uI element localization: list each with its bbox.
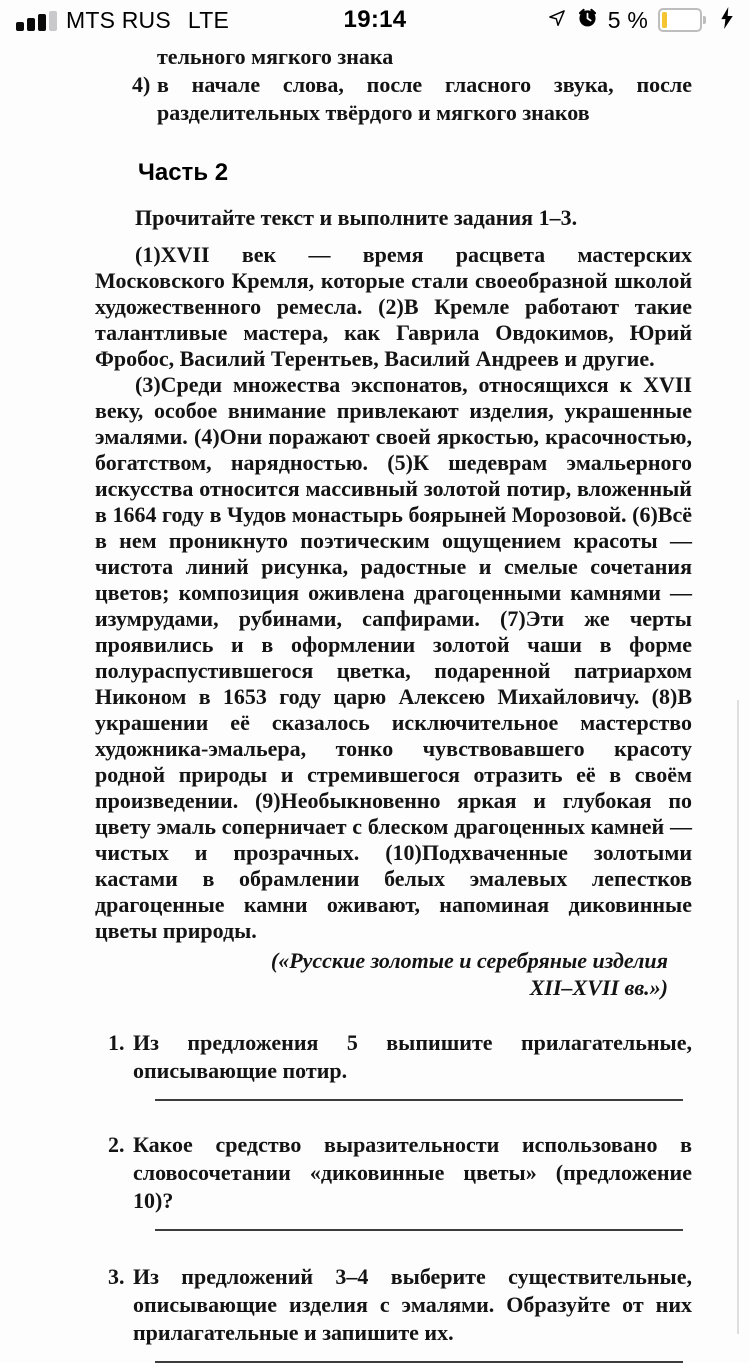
charging-bolt-icon	[720, 7, 734, 34]
status-bar-right	[547, 7, 734, 34]
status-bar-left	[16, 7, 229, 34]
list-item-number: 4)	[132, 72, 151, 97]
textbook-page	[0, 43, 750, 1363]
part-heading: Часть 2	[138, 159, 229, 186]
task-text: Из предложений 3–4 выберите существительные, описывающие изделия с эмалями. Образуйте от них прилагательные и запишите их.	[133, 1264, 692, 1345]
answer-line	[155, 1229, 683, 1231]
clock: 19:14	[343, 6, 407, 33]
task-text: Какое средство выразительности использовано в словосочетании «диковинные цветы» (предложение 10)?	[133, 1132, 692, 1213]
passage-paragraph: (3)Среди множества экспонатов, относящихся к XVII веку, особое внимание привлекают изделия, украшенные эмалями. (4)Они поражают своей яркостью, красочностью, богатством, нарядностью. (5)К шедеврам эмальерного искусства относится массивный золотой потир, вложенный в 1664 году в Чудов монастырь боярыней Морозовой. (6)Всё в нем проникнуто поэтическим ощущением красоты — чистота линий рисунка, радостные и смелые сочетания цветов; композиция оживлена драгоценными камнями — изумрудами, рубинами, сапфирами. (7)Эти же черты проявились и в оформлении золотой чаши в форме полураспустившегося цветка, подаренной патриархом Никоном в 1653 году царю Алексею Михайловичу. (8)В украшении её сказалось исключительное мастерство художника-эмальера, тонко чувствовавшего красоту родной природы и стремившегося отразить её в своём произведении. (9)Необыкновенно яркая и глубокая по цвету эмаль соперничает с блеском драгоценных камней — чистых и прозрачных. (10)Подхваченные золотыми кастами в обрамлении белых эмалевых лепестков драгоценные камни оживают, напоминая диковинные цветы природы.	[95, 372, 692, 943]
passage-source-line: XII–XVII вв.»)	[529, 975, 668, 1000]
network-type-label: LTE	[187, 6, 229, 33]
task-number: 1.	[108, 1030, 125, 1055]
battery-percent-label: 5 %	[607, 6, 648, 33]
task-3	[95, 1263, 692, 1347]
carrier-label: MTS RUS	[66, 6, 171, 33]
passage-source	[95, 947, 692, 1001]
task-number: 2.	[108, 1132, 125, 1157]
passage-source-line: («Русские золотые и серебряные изделия	[270, 948, 668, 973]
previous-exercise-options	[95, 43, 692, 127]
page-edge-artifact	[737, 700, 739, 1334]
task-2	[95, 1131, 692, 1215]
list-item	[95, 71, 692, 127]
battery-icon	[658, 8, 706, 32]
task-1	[95, 1029, 692, 1085]
option-continuation-text: тельного мягкого знака	[157, 44, 394, 69]
passage-paragraph: (1)XVII век — время расцвета мастерских Московского Кремля, которые стали своеобразной школой художественного ремесла. (2)В Кремле работают такие талантливые мастера, как Гаврила Овдокимов, Юрий Фробос, Василий Терентьев, Василий Андреев и другие.	[95, 242, 692, 371]
task-number: 3.	[108, 1264, 125, 1289]
cellular-signal-icon	[16, 10, 57, 31]
task-text: Из предложения 5 выпишите прилагательные, описывающие потир.	[133, 1030, 692, 1083]
alarm-clock-icon	[577, 7, 598, 33]
list-item-text: в начале слова, после гласного звука, после разделительных твёрдого и мягкого знаков	[157, 72, 692, 125]
answer-line	[155, 1099, 683, 1101]
status-bar	[0, 0, 750, 40]
instruction-text: Прочитайте текст и выполните задания 1–3.	[135, 205, 578, 230]
location-arrow-icon	[547, 8, 567, 33]
